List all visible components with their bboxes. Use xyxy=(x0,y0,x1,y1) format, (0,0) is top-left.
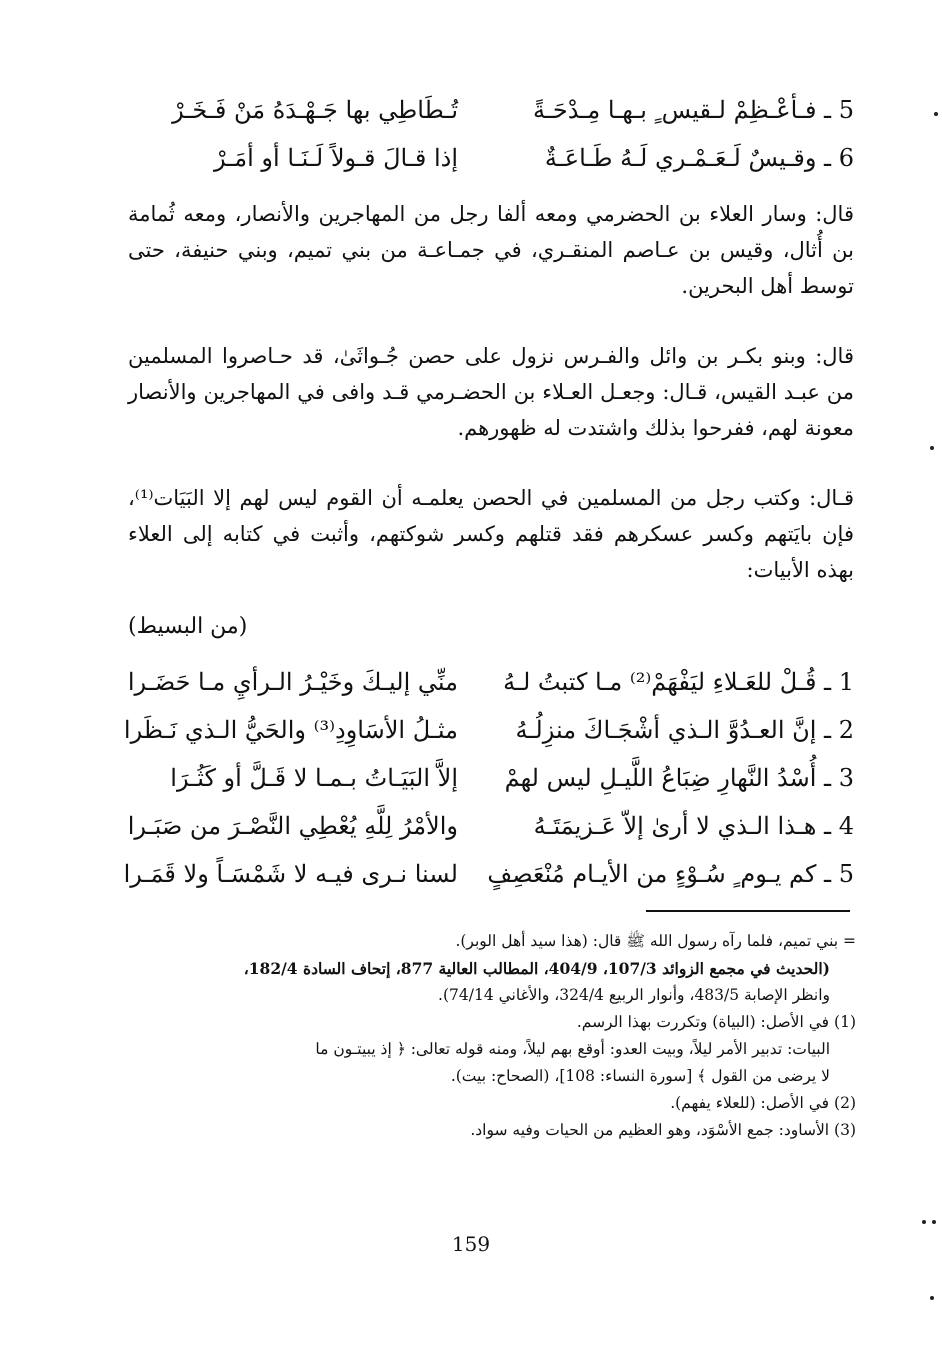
meter-label: (من البسيط) xyxy=(128,614,248,639)
scan-speck xyxy=(922,1220,926,1224)
verse-second-hemistich: إلاَّ البَيَـاتُ بـمـا لا قَـلَّ أو كَثُـرَا xyxy=(170,764,458,792)
verse-line xyxy=(128,802,854,850)
scan-speck xyxy=(934,112,938,116)
verse-second-hemistich: منِّي إليـكَ وخَيْـرُ الـرأيِ مـا حَضَـرا xyxy=(127,668,458,696)
verse-line xyxy=(123,706,854,754)
footnote-line: (1) في الأصل: (البياة) وتكررت بهذا الرسم. xyxy=(576,1013,856,1031)
poem-top xyxy=(128,86,854,182)
scan-speck xyxy=(930,446,934,450)
scan-speck xyxy=(932,1220,936,1224)
verse-first-hemistich: 1 ـ قُـلْ للعَـلاءِ ليَفْهَمْ⁽²⁾ مـا كتبتُ لـهُ xyxy=(503,668,854,696)
scan-speck xyxy=(930,1296,934,1300)
footnote-line: = بني تميم، فلما رآه رسول الله ﷺ قال: (هذا سيد أهل الوبر). xyxy=(455,932,856,950)
footnote-line: (الحديث في مجمع الزوائد 107/3، 404/9، المطالب العالية 877، إتحاف السادة 182/4، xyxy=(243,959,830,978)
verse-line xyxy=(128,658,854,706)
verse-first-hemistich: 6 ـ وقـيسٌ لَـعَـمْـري لَـهُ طَـاعَـةٌ xyxy=(544,144,854,172)
footnote-line: وانظر الإصابة 483/5، وأنوار الربيع 324/4، والأغاني 74/14). xyxy=(438,986,830,1004)
prose-paragraph: قال: وبنو بكـر بن وائل والفـرس نزول على حصن جُـواثَىٰ، قد حـاصروا المسلمين من عبـد القيس، قـال: وجعـل العـلاء بن الحضـرمي قـد وافى في المهاجرين والأنصار معونة لهم، ففرحوا بذلك واشتدت له ظهورهم. xyxy=(128,344,854,440)
poem-bottom xyxy=(123,658,854,898)
verse-first-hemistich: 5 ـ فـأعْـظِمْ لـقيس ٍ بـهـا مِـدْحَـةً xyxy=(533,96,854,124)
verse-first-hemistich: 2 ـ إنَّ العـدُوَّ الـذي أشْجَـاكَ منزِلُـهُ xyxy=(515,716,854,744)
verse-line xyxy=(128,134,854,182)
verse-second-hemistich: لسنا نـرى فيـه لا شَمْسَـاً ولا قَمَـرا xyxy=(123,860,458,888)
footnote-line: لا يرضى من القول ﴾ [سورة النساء: 108]، (الصحاح: بيت). xyxy=(450,1067,830,1085)
prose-paragraph: قال: وسار العلاء بن الحضرمي ومعه ألفا رجل من المهاجرين والأنصار، ومعه ثُمامة بن أُثال، وقيس بن عـاصم المنقـري، في جمـاعـة من بني تميم، وبني حنيفة، حتى توسط أهل البحرين. xyxy=(128,202,854,298)
verse-line xyxy=(123,850,854,898)
verse-second-hemistich: تُـطَاطِي بها جَـهْـدَهُ مَنْ فَـخَـرْ xyxy=(172,96,458,124)
verse-second-hemistich: والأمْرُ لِلَّهِ يُعْطِي النَّصْـرَ من صَبَـرا xyxy=(127,812,458,840)
verse-first-hemistich: 5 ـ كم يـوم ٍ سُـوْءٍ من الأيـام مُنْعَصِفٍ xyxy=(487,860,854,888)
footnote-line: البيات: تدبير الأمر ليلاً، وبيت العدو: أوقع بهم ليلاً، ومنه قوله تعالى: ﴿ إذ يبيتـون ما xyxy=(315,1040,830,1058)
verse-first-hemistich: 4 ـ هـذا الـذي لا أرىٰ إلاّ عَـزيمَتَـهُ xyxy=(533,812,854,840)
verse-line xyxy=(128,86,854,134)
footnote-line: (3) الأساود: جمع الأسْوَد، وهو العظيم من الحيات وفيه سواد. xyxy=(470,1121,856,1139)
footnote-line: (2) في الأصل: (للعلاء يفهم). xyxy=(670,1094,856,1112)
footnote-separator xyxy=(646,910,850,912)
footnotes xyxy=(128,928,856,1144)
verse-line xyxy=(128,754,854,802)
page-number: 159 xyxy=(451,1232,491,1256)
verse-second-hemistich: مثـلُ الأسَاوِدِ⁽³⁾ والحَيُّ الـذي نَـظَرا xyxy=(123,716,458,744)
prose-paragraph: قـال: وكتب رجل من المسلمين في الحصن يعلمـه أن القوم ليس لهم إلا البَيَات⁽¹⁾، فإن بايَتهم وكسر عسكرهم فقد قتلهم وكسر شوكتهم، وأثبت في كتابه إلى العلاء بهذه الأبيات: xyxy=(128,486,854,582)
verse-second-hemistich: إذا قـالَ قـولاً لَـنَـا أو أمَـرْ xyxy=(214,144,458,172)
verse-first-hemistich: 3 ـ أُسْدُ النَّهارِ ضِبَاعُ اللَّيـلِ ليس لهمْ xyxy=(504,764,854,792)
